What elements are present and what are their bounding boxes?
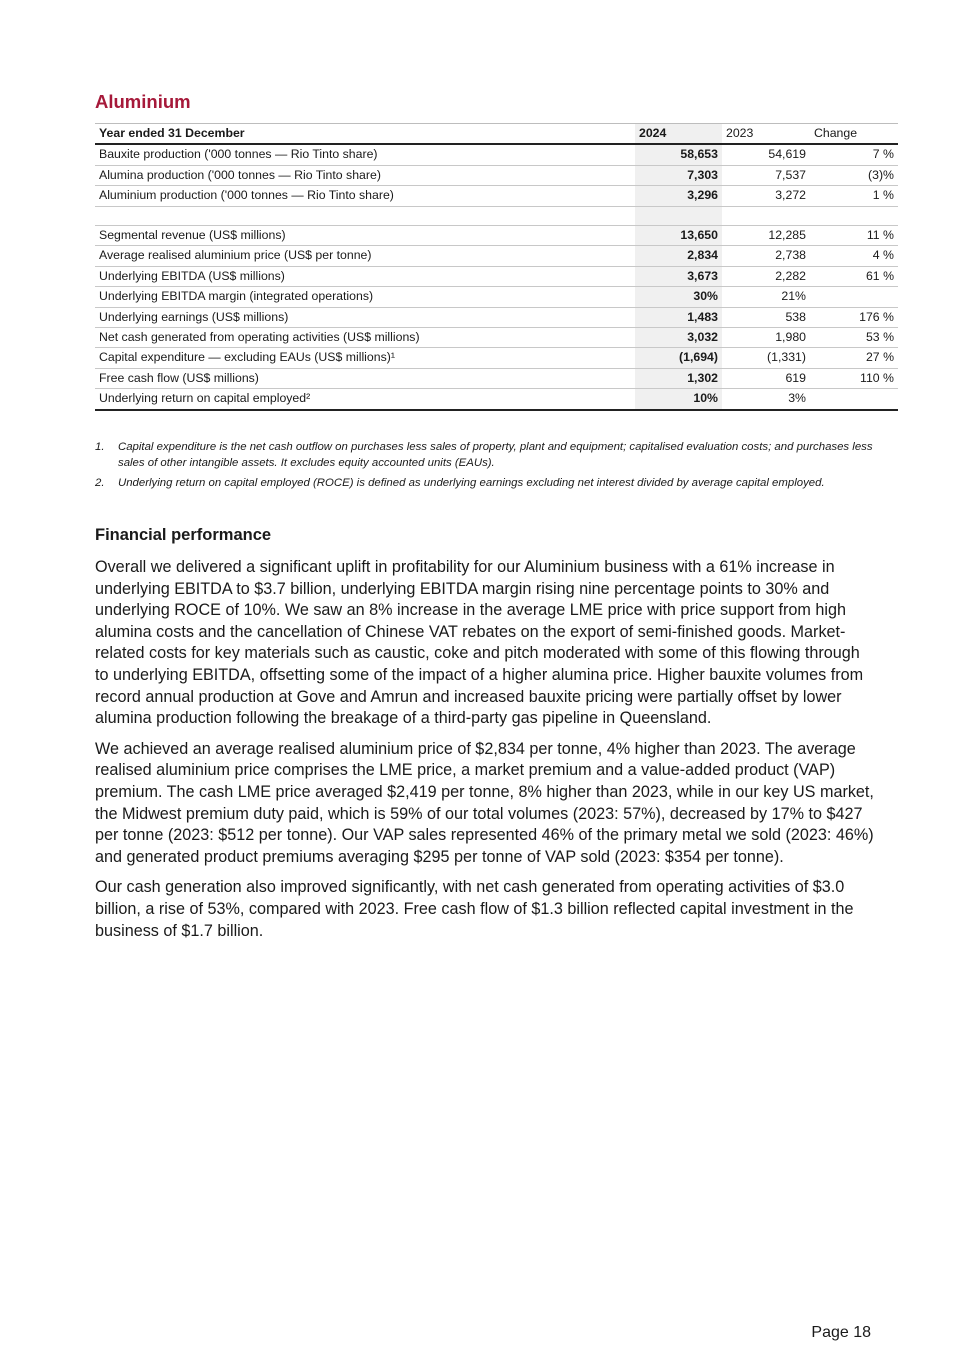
footnote-number: 2. (95, 477, 105, 489)
value-2024: (1,694) (635, 348, 722, 368)
row-label: Net cash generated from operating activities (US$ millions) (95, 328, 635, 348)
table-row (95, 287, 898, 307)
footnote (95, 440, 875, 471)
value-2023: 12,285 (722, 226, 810, 246)
header-change: Change (810, 124, 898, 145)
value-2023: 2,282 (722, 266, 810, 286)
value-change: 61 % (810, 266, 898, 286)
row-label: Underlying return on capital employed² (95, 389, 635, 410)
value-2023: 1,980 (722, 328, 810, 348)
value-change: (3)% (810, 165, 898, 185)
value-2024: 58,653 (635, 144, 722, 165)
row-label: Average realised aluminium price (US$ per tonne) (95, 246, 635, 266)
value-change (810, 389, 898, 410)
value-2023: 3% (722, 389, 810, 410)
value-change: 27 % (810, 348, 898, 368)
value-2023: 538 (722, 307, 810, 327)
paragraph: Our cash generation also improved significantly, with net cash generated from operating activities of $3.0 billion, a rise of 53%, compared with 2023. Free cash flow of $1.3 billion reflected capital investment in the business of $1.7 billion. (95, 878, 854, 940)
spacer-cell (722, 206, 810, 225)
value-change: 176 % (810, 307, 898, 327)
footnote-number: 1. (95, 441, 105, 453)
spacer-cell (810, 206, 898, 225)
spacer-cell (635, 206, 722, 225)
row-label: Alumina production ('000 tonnes — Rio Tinto share) (95, 165, 635, 185)
spacer-cell (95, 206, 635, 225)
value-2023: 7,537 (722, 165, 810, 185)
row-label: Underlying EBITDA margin (integrated operations) (95, 287, 635, 307)
table-row (95, 144, 898, 165)
value-2023: 3,272 (722, 186, 810, 206)
header-2023: 2023 (722, 124, 810, 145)
value-2024: 1,483 (635, 307, 722, 327)
value-2023: 54,619 (722, 144, 810, 165)
row-label: Underlying earnings (US$ millions) (95, 307, 635, 327)
table-row (95, 266, 898, 286)
footnote-text: Underlying return on capital employed (ROCE) is defined as underlying earnings excluding net interest divided by average capital employed. (118, 477, 825, 489)
value-change (810, 287, 898, 307)
table-header-row (95, 124, 898, 145)
row-label: Bauxite production ('000 tonnes — Rio Tinto share) (95, 144, 635, 165)
value-2024: 1,302 (635, 368, 722, 388)
table-row (95, 307, 898, 327)
footnotes (95, 440, 875, 497)
header-label: Year ended 31 December (95, 124, 635, 145)
value-2024: 3,673 (635, 266, 722, 286)
value-2024: 2,834 (635, 246, 722, 266)
value-change: 4 % (810, 246, 898, 266)
aluminium-table (95, 123, 898, 411)
table-row (95, 368, 898, 388)
value-2024: 7,303 (635, 165, 722, 185)
header-2024: 2024 (635, 124, 722, 145)
footnote (95, 476, 875, 492)
paragraph: We achieved an average realised aluminium price of $2,834 per tonne, 4% higher than 2023. The average realised aluminium price comprises the LME price, a market premium and a value-added product (VAP) premium. The cash LME price averaged $2,419 per tonne, 8% higher than 2023, while in our key US market, the Midwest premium duty paid, which is 59% of our total volumes (2023: 57%), decreased by 17% to $427 per tonne (2023: $512 per tonne). Our VAP sales represented 46% of the primary metal we sold (2023: 46%) and generated product premiums averaging $295 per tonne of VAP sold (2023: $354 per tonne). (95, 739, 874, 866)
value-2023: (1,331) (722, 348, 810, 368)
paragraph: Overall we delivered a significant uplift in profitability for our Aluminium business with a 61% increase in underlying EBITDA to $3.7 billion, underlying EBITDA margin rising nine percentage points to 30% and underlying ROCE of 10%. We saw an 8% increase in the average LME price with price support from high alumina costs and the cancellation of Chinese VAT rebates on the export of semi-finished goods. Market-related costs for key materials such as caustic, coke and pitch moderated with some of this flowing through to underlying EBITDA, offsetting some of the impact of a higher alumina price. Higher bauxite volumes from record annual production at Gove and Amrun and increased bauxite pricing were partially offset by lower alumina production following the breakage of a third-party gas pipeline in Queensland. (95, 558, 864, 728)
row-label: Free cash flow (US$ millions) (95, 368, 635, 388)
table-spacer-row (95, 206, 898, 225)
value-change: 110 % (810, 368, 898, 388)
row-label: Underlying EBITDA (US$ millions) (95, 266, 635, 286)
value-change: 1 % (810, 186, 898, 206)
value-change: 53 % (810, 328, 898, 348)
table-row (95, 246, 898, 266)
value-2024: 10% (635, 389, 722, 410)
section-title: Aluminium (95, 91, 191, 112)
financial-performance-heading: Financial performance (95, 526, 272, 544)
body-text (95, 557, 875, 951)
row-label: Segmental revenue (US$ millions) (95, 226, 635, 246)
value-2023: 2,738 (722, 246, 810, 266)
table-row (95, 226, 898, 246)
value-change: 7 % (810, 144, 898, 165)
table-row (95, 389, 898, 410)
footnote-text: Capital expenditure is the net cash outflow on purchases less sales of property, plant and equipment; capitalised evaluation costs; and purchases less sales of other intangible assets. It excludes equity accounted units (EAUs). (118, 441, 873, 469)
value-2023: 21% (722, 287, 810, 307)
page-number: Page 18 (811, 1324, 871, 1341)
table-row (95, 165, 898, 185)
row-label: Capital expenditure — excluding EAUs (US$ millions)¹ (95, 348, 635, 368)
table-row (95, 348, 898, 368)
value-2024: 13,650 (635, 226, 722, 246)
row-label: Aluminium production ('000 tonnes — Rio Tinto share) (95, 186, 635, 206)
table-row (95, 186, 898, 206)
value-2023: 619 (722, 368, 810, 388)
table-row (95, 328, 898, 348)
value-2024: 3,032 (635, 328, 722, 348)
value-2024: 3,296 (635, 186, 722, 206)
value-2024: 30% (635, 287, 722, 307)
value-change: 11 % (810, 226, 898, 246)
